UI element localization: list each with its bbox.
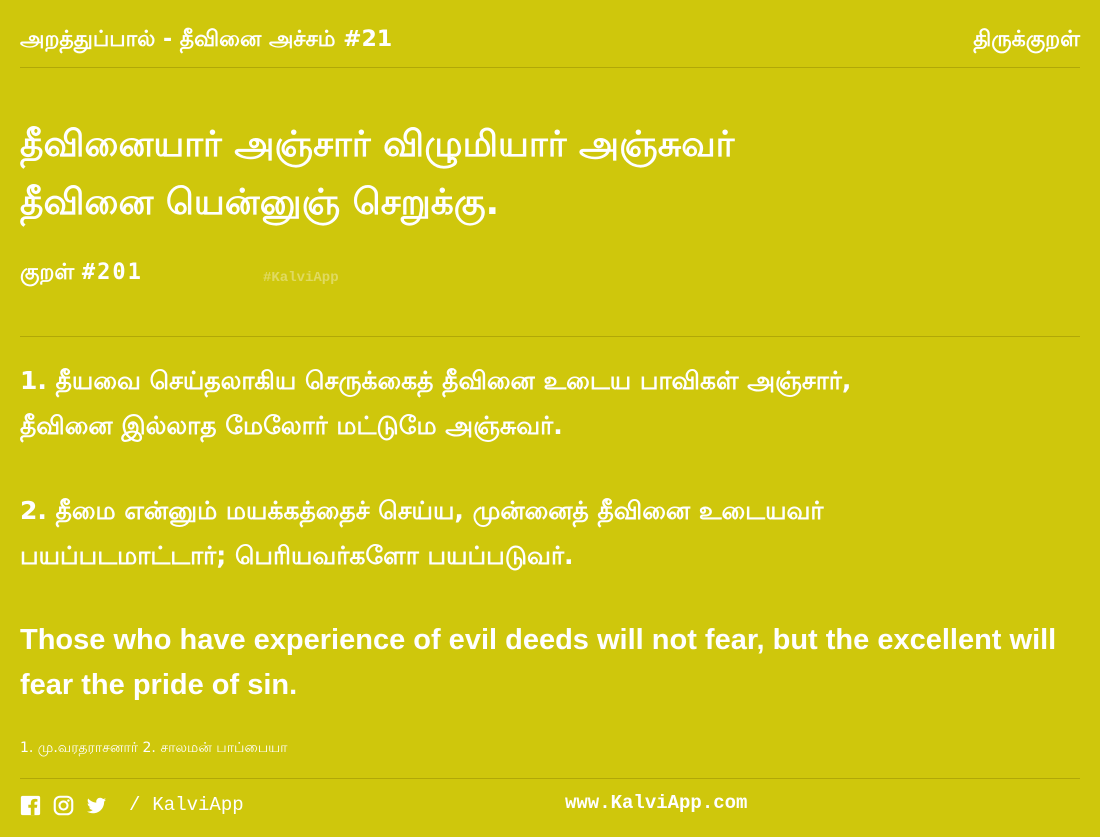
- kural-number-value: #201: [81, 260, 143, 285]
- hashtag-watermark: #KalviApp: [263, 270, 339, 286]
- meaning-2-line-1: 2. தீமை என்னும் மயக்கத்தைச் செய்ய, முன்னைத் தீவினை உடையவர்: [20, 496, 824, 525]
- english-translation: Those who have experience of evil deeds will not fear, but the excellent will fear the pride of sin.: [20, 624, 1057, 701]
- facebook-icon[interactable]: [20, 795, 41, 816]
- credits: 1. மு.வரதராசனார் 2. சாலமன் பாப்பையா: [20, 740, 288, 756]
- footer-separator: /: [129, 794, 141, 816]
- meaning-1: [20, 358, 851, 448]
- kural-number: [20, 260, 143, 288]
- header: [20, 22, 1080, 68]
- meaning-1-line-1: 1. தீயவை செய்தலாகிய செருக்கைத் தீவினை உடைய பாவிகள் அஞ்சார்,: [20, 366, 852, 395]
- social-links: [20, 794, 244, 816]
- instagram-icon[interactable]: [53, 795, 74, 816]
- meaning-2: [20, 488, 824, 578]
- section-title: அறத்துப்பால் - தீவினை அச்சம் #21: [20, 27, 393, 52]
- meaning-1-line-2: தீவினை இல்லாத மேலோர் மட்டுமே அஞ்சுவர்.: [20, 411, 563, 440]
- kural-number-row: [20, 258, 143, 290]
- brand-name: KalviApp: [152, 794, 244, 816]
- website-link[interactable]: www.KalviApp.com: [565, 792, 748, 814]
- kural-verse: [20, 116, 734, 232]
- twitter-icon[interactable]: [86, 795, 107, 816]
- kural-line-1: தீவினையார் அஞ்சார் விழுமியார் அஞ்சுவர்: [20, 124, 735, 165]
- book-title: திருக்குறள்: [973, 27, 1080, 52]
- meaning-2-line-2: பயப்படமாட்டார்; பெரியவர்களோ பயப்படுவர்.: [20, 541, 574, 570]
- kural-line-2: தீவினை யென்னுஞ் செறுக்கு.: [20, 182, 500, 223]
- footer: [20, 778, 1080, 829]
- section-divider: [20, 336, 1080, 337]
- kural-number-label: குறள்: [20, 260, 75, 285]
